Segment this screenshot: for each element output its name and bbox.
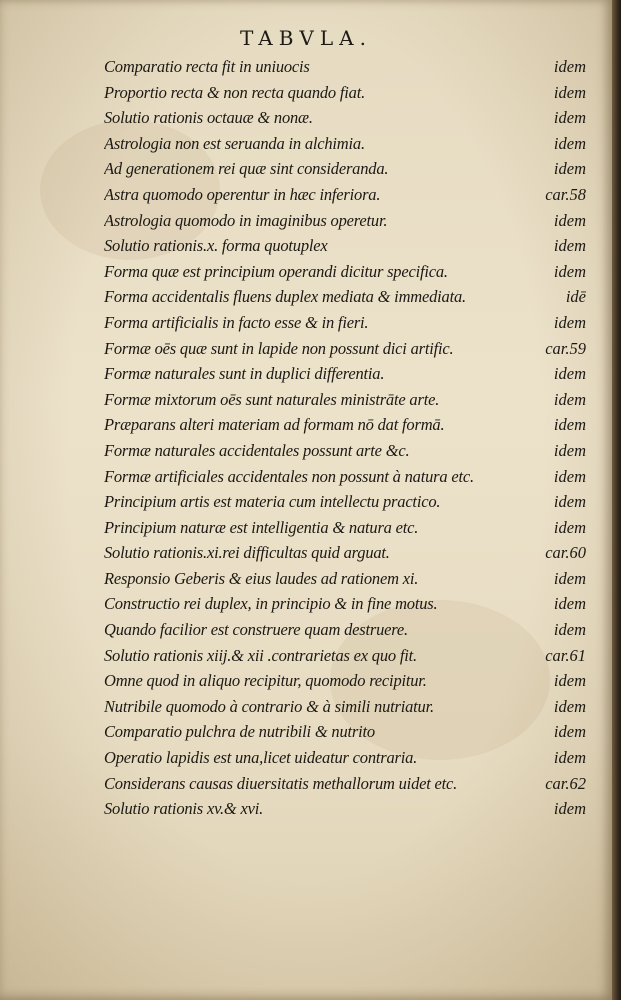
index-entry <box>104 489 586 515</box>
entry-reference: idem <box>553 389 586 409</box>
entry-reference: idem <box>553 799 586 819</box>
entry-text: Forma accidentalis fluens duplex mediata & immediata. <box>104 287 466 307</box>
entry-reference: idem <box>553 568 586 588</box>
entry-text: Principium naturæ est intelligentia & natura etc. <box>104 517 419 537</box>
index-entry <box>104 694 586 720</box>
entry-reference: idem <box>553 210 586 230</box>
index-entry <box>104 80 586 106</box>
index-entry <box>104 361 586 387</box>
entry-text: Formæ artificiales accidentales non possunt à natura etc. <box>104 466 474 486</box>
index-entry <box>104 771 586 797</box>
entry-reference: idem <box>553 261 586 281</box>
index-entry <box>104 310 586 336</box>
entry-reference: idem <box>553 748 586 768</box>
index-entry <box>104 259 586 285</box>
entry-text: Solutio rationis xiij.& xii .contrarietas ex quo fit. <box>104 645 417 665</box>
index-entry <box>104 131 586 157</box>
index-entry <box>104 156 586 182</box>
index-entry <box>104 438 586 464</box>
entry-text: Solutio rationis.xi.rei difficultas quid arguat. <box>104 543 390 563</box>
index-entry <box>104 796 586 822</box>
entry-reference: car.61 <box>545 645 586 665</box>
index-entry <box>104 668 586 694</box>
entry-text: Formæ naturales accidentales possunt arte &c. <box>104 440 410 460</box>
entry-reference: idem <box>553 492 586 512</box>
entry-text: Responsio Geberis & eius laudes ad rationem xi. <box>104 568 419 588</box>
index-entry <box>104 591 586 617</box>
entry-reference: idem <box>553 364 586 384</box>
entry-text: Quando facilior est construere quam destruere. <box>104 620 408 640</box>
index-entry <box>104 745 586 771</box>
entry-text: Proportio recta & non recta quando fiat. <box>104 82 366 102</box>
entry-reference: idem <box>553 159 586 179</box>
entry-reference: idem <box>553 696 586 716</box>
entry-text: Formæ mixtorum oēs sunt naturales ministrāte arte. <box>104 389 440 409</box>
entry-text: Considerans causas diuersitatis methallorum uidet etc. <box>104 773 458 793</box>
entry-text: Solutio rationis xv.& xvi. <box>104 799 264 819</box>
entry-reference: idem <box>553 415 586 435</box>
entry-text: Solutio rationis.x. forma quotuplex <box>104 236 328 256</box>
entry-reference: idem <box>553 517 586 537</box>
entry-reference: car.58 <box>545 184 586 204</box>
entry-reference: idem <box>553 620 586 640</box>
index-entry <box>104 54 586 80</box>
entry-text: Forma artificialis in facto esse & in fieri. <box>104 312 369 332</box>
index-entry <box>104 233 586 259</box>
index-entry <box>104 719 586 745</box>
entry-text: Comparatio pulchra de nutribili & nutrito <box>104 722 375 742</box>
index-entry <box>104 515 586 541</box>
entry-text: Forma quæ est principium operandi dicitur specifica. <box>104 261 448 281</box>
index-entry <box>104 336 586 362</box>
entry-reference: idem <box>553 133 586 153</box>
entry-reference: idem <box>553 722 586 742</box>
entry-text: Constructio rei duplex, in principio & in fine motus. <box>104 594 438 614</box>
index-entry <box>104 284 586 310</box>
entry-text: Principium artis est materia cum intellectu practico. <box>104 492 441 512</box>
index-entry <box>104 464 586 490</box>
index-entry <box>104 617 586 643</box>
entry-text: Formæ oēs quæ sunt in lapide non possunt dici artific. <box>104 338 454 358</box>
entry-text: Astra quomodo operentur in hæc inferiora. <box>104 184 381 204</box>
index-entry <box>104 182 586 208</box>
entry-text: Solutio rationis octauæ & nonæ. <box>104 108 313 128</box>
index-entry <box>104 208 586 234</box>
entry-reference: idem <box>553 594 586 614</box>
entry-reference: car.60 <box>545 543 586 563</box>
entry-reference: idem <box>553 312 586 332</box>
index-entry <box>104 387 586 413</box>
entry-reference: idem <box>553 108 586 128</box>
entry-reference: car.62 <box>545 773 586 793</box>
entry-reference: idem <box>553 57 586 76</box>
book-spine-edge <box>612 0 621 1000</box>
entry-text: Præparans alteri materiam ad formam nō dat formā. <box>104 415 445 435</box>
entry-reference: idem <box>553 671 586 691</box>
entry-reference: idem <box>553 440 586 460</box>
entry-reference: car.59 <box>545 338 586 358</box>
index-entry <box>104 566 586 592</box>
entry-text: Formæ naturales sunt in duplici differentia. <box>104 364 385 384</box>
entry-text: Astrologia non est seruanda in alchimia. <box>104 133 365 153</box>
index-entry <box>104 412 586 438</box>
page-header: TABVLA. <box>240 26 372 50</box>
entry-text: Comparatio recta fit in uniuocis <box>104 57 310 76</box>
entry-text: Astrologia quomodo in imaginibus operetur. <box>104 210 388 230</box>
entry-reference: idem <box>553 236 586 256</box>
entry-text: Omne quod in aliquo recipitur, quomodo recipitur. <box>104 671 427 691</box>
entry-text: Ad generationem rei quæ sint consideranda. <box>104 159 389 179</box>
entry-reference: idem <box>553 82 586 102</box>
entry-text: Operatio lapidis est una,licet uideatur contraria. <box>104 748 418 768</box>
index-entry <box>104 105 586 131</box>
entry-reference: idem <box>553 466 586 486</box>
entry-reference: idē <box>565 287 586 307</box>
index-list <box>104 54 586 822</box>
index-entry <box>104 643 586 669</box>
index-entry <box>104 540 586 566</box>
entry-text: Nutribile quomodo à contrario & à simili nutriatur. <box>104 696 434 716</box>
